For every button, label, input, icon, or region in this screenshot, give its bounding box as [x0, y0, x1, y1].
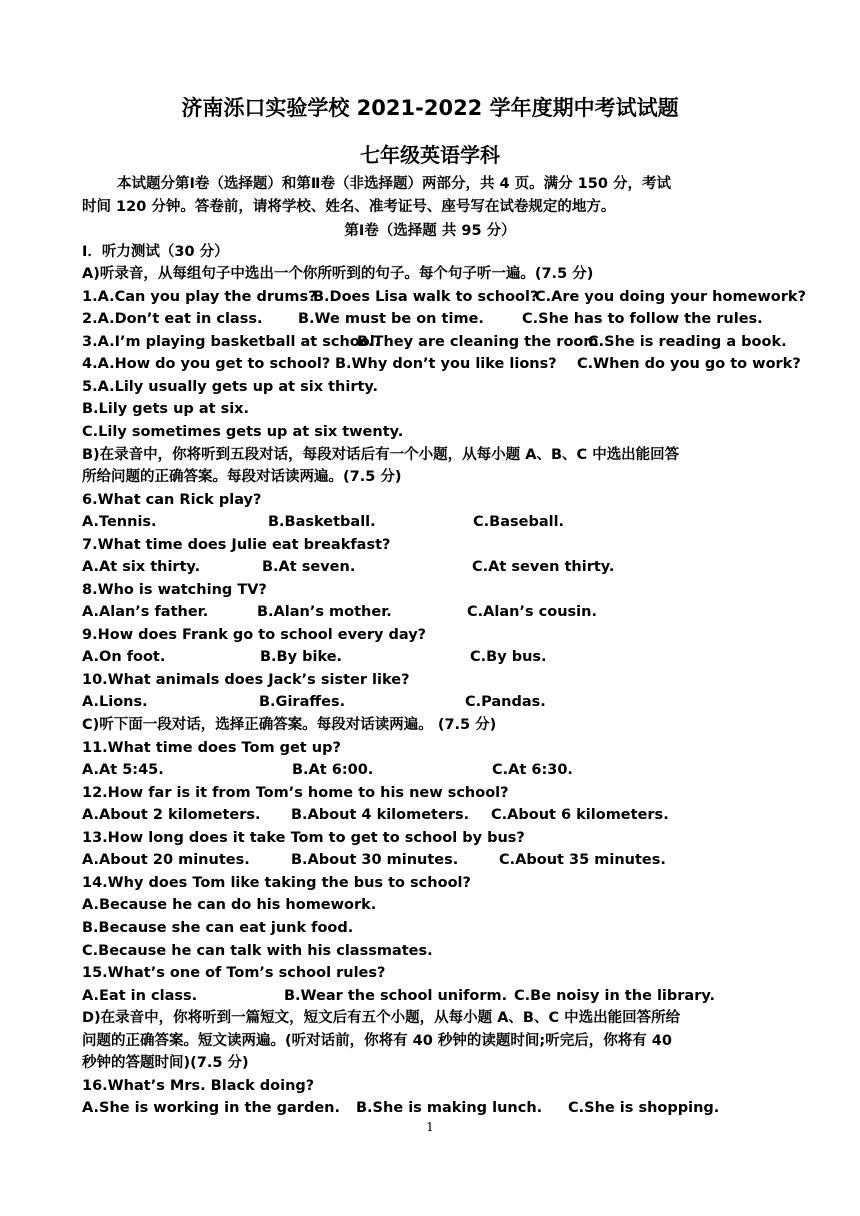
option-a: A.On foot.: [82, 649, 166, 665]
option-a: 3.A.I’m playing basketball at school.: [82, 334, 381, 350]
partA-instruction: A)听录音，从每组句子中选出一个你所听到的句子。每个句子听一遍。(7.5 分): [82, 266, 594, 282]
partB-instruction-2: 所给问题的正确答案。每段对话读两遍。(7.5 分): [82, 469, 402, 485]
option-c: C.At 6:30.: [492, 762, 573, 778]
question: 15.What’s one of Tom’s school rules?: [82, 965, 386, 981]
option-c: C.Pandas.: [465, 694, 546, 710]
option-c: C.She is shopping.: [568, 1100, 720, 1116]
option-a: A.Lions.: [82, 694, 148, 710]
question: 13.How long does it take Tom to get to school by bus?: [82, 830, 525, 846]
option-b: B.They are cleaning the room.: [357, 334, 604, 350]
option-c: C.Are you doing your homework?: [535, 289, 806, 305]
option-c: C.When do you go to work?: [577, 356, 801, 372]
part1-heading: 第Ⅰ卷（选择题 共 95 分）: [344, 223, 516, 239]
q14-option-b: B.Because she can eat junk food.: [82, 920, 354, 936]
question: 16.What’s Mrs. Black doing?: [82, 1078, 315, 1094]
option-a: 2.A.Don’t eat in class.: [82, 311, 263, 327]
page-number: 1: [426, 1120, 434, 1134]
option-b: B.Does Lisa walk to school?: [313, 289, 539, 305]
page-title: 济南泺口实验学校 2021-2022 学年度期中考试试题: [181, 96, 679, 120]
question: 6.What can Rick play?: [82, 492, 262, 508]
option-c: C.Baseball.: [473, 514, 565, 530]
option-a: A.About 2 kilometers.: [82, 807, 261, 823]
option-b: B.About 4 kilometers.: [291, 807, 470, 823]
option-b: B.At 6:00.: [292, 762, 374, 778]
option-b: B.About 30 minutes.: [291, 852, 459, 868]
option-b: B.Alan’s mother.: [257, 604, 392, 620]
q14-option-c: C.Because he can talk with his classmates.: [82, 943, 433, 959]
partD-instruction-1: D)在录音中，你将听到一篇短文，短文后有五个小题，从每小题 A、B、C 中选出能回答所给: [82, 1010, 681, 1026]
question: 11.What time does Tom get up?: [82, 740, 341, 756]
q5-option-b: B.Lily gets up at six.: [82, 401, 250, 417]
option-c: C.By bus.: [470, 649, 547, 665]
q14-option-a: A.Because he can do his homework.: [82, 897, 377, 913]
question: 9.How does Frank go to school every day?: [82, 627, 427, 643]
intro-line-1: 本试题分第Ⅰ卷（选择题）和第Ⅱ卷（非选择题）两部分，共 4 页。满分 150 分，考试: [117, 176, 671, 192]
option-b: B.By bike.: [260, 649, 343, 665]
option-a: A.She is working in the garden.: [82, 1100, 341, 1116]
option-b: B.We must be on time.: [298, 311, 484, 327]
partD-instruction-2: 问题的正确答案。短文读两遍。(听对话前，你将有 40 秒钟的读题时间;听完后，你将有 40: [82, 1033, 672, 1049]
option-a: 1.A.Can you play the drums?: [82, 289, 317, 305]
option-c: C.Be noisy in the library.: [514, 988, 715, 1004]
option-b: B.At seven.: [262, 559, 356, 575]
option-b: B.Basketball.: [268, 514, 376, 530]
option-a: 4.A.How do you get to school?: [82, 356, 331, 372]
option-a: A.At six thirty.: [82, 559, 201, 575]
option-a: A.Tennis.: [82, 514, 157, 530]
option-c: C.She has to follow the rules.: [522, 311, 763, 327]
question: 7.What time does Julie eat breakfast?: [82, 537, 391, 553]
question: 8.Who is watching TV?: [82, 582, 267, 598]
partD-instruction-3: 秒钟的答题时间)(7.5 分): [82, 1055, 249, 1071]
option-a: A.Eat in class.: [82, 988, 198, 1004]
option-b: B.Giraffes.: [259, 694, 346, 710]
option-b: B.She is making lunch.: [356, 1100, 543, 1116]
option-a: A.About 20 minutes.: [82, 852, 250, 868]
option-c: C.About 6 kilometers.: [491, 807, 669, 823]
option-c: C.About 35 minutes.: [499, 852, 666, 868]
question: 12.How far is it from Tom’s home to his new school?: [82, 785, 509, 801]
option-a: A.Alan’s father.: [82, 604, 209, 620]
question: 10.What animals does Jack’s sister like?: [82, 672, 410, 688]
option-c: C.At seven thirty.: [472, 559, 615, 575]
intro-line-2: 时间 120 分钟。答卷前，请将学校、姓名、准考证号、座号写在试卷规定的地方。: [82, 199, 616, 215]
q5-option-c: C.Lily sometimes gets up at six twenty.: [82, 424, 404, 440]
option-c: C.She is reading a book.: [588, 334, 787, 350]
option-b: B.Why don’t you like lions?: [335, 356, 557, 372]
page-subtitle: 七年级英语学科: [360, 143, 500, 167]
option-a: A.At 5:45.: [82, 762, 164, 778]
option-b: B.Wear the school uniform.: [284, 988, 508, 1004]
question: 14.Why does Tom like taking the bus to school?: [82, 875, 471, 891]
section1-heading: I．听力测试（30 分）: [82, 244, 229, 260]
partB-instruction-1: B)在录音中，你将听到五段对话，每段对话后有一个小题，从每小题 A、B、C 中选出能回答: [82, 447, 680, 463]
partC-instruction: C)听下面一段对话，选择正确答案。每段对话读两遍。 (7.5 分): [82, 717, 497, 733]
q5-option-a: 5.A.Lily usually gets up at six thirty.: [82, 379, 379, 395]
option-c: C.Alan’s cousin.: [467, 604, 597, 620]
